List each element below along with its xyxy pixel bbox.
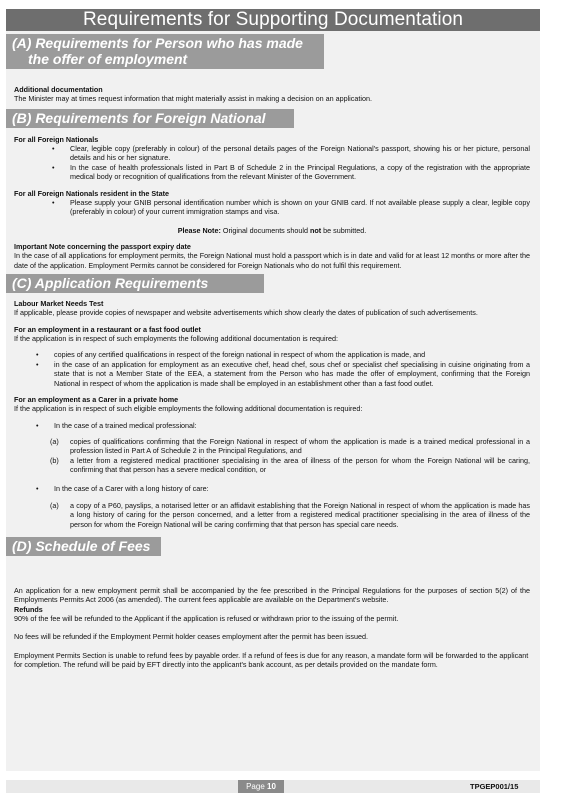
carer-medical-bullet xyxy=(14,421,530,430)
passport-expiry-text: In the case of all applications for employment permits, the Foreign National must hold a passport which is in date and valid for at least 12 months or more after the date of the application. Employment Permits cannot be considered for Foreign Nationals who do not fulfil this requirement. xyxy=(14,251,530,270)
carer-medical-items xyxy=(14,437,530,474)
item-marker: (a) xyxy=(50,500,59,510)
item-text: a copy of a P60, payslips, a notarised letter or an affidavit establishing that the Foreign National in respect of whom the application is made has a long history of caring for the person concerned, and a letter from a registered medical practitioner specialising in the area of illness of the person for whom the Foreign National will be caring confirming that that person has special care needs. xyxy=(70,500,530,529)
labour-market-heading: Labour Market Needs Test xyxy=(14,299,104,309)
list-item: • in the case of an application for employment as an executive chef, head chef, sous chef or specialist chef specialising in cuisine originating from a state that is not a Member State of the EEA, a statement from the Person who has made the offer of employment, confirming that the Foreign National in respect of whom the application is made shall be employed in an establishment other than a fast food outlet. xyxy=(14,360,530,388)
restaurant-heading: For an employment in a restaurant or a fast food outlet xyxy=(14,324,201,334)
list-item xyxy=(14,437,530,456)
section-a-heading xyxy=(6,34,324,69)
list-item: • Please supply your GNIB personal identification number which is shown on your GNIB card. If not available please supply a clear, legible copy (preferably in colour) of your current immigration stamps and visa. xyxy=(14,198,530,217)
all-foreign-nationals-heading: For all Foreign Nationals xyxy=(14,134,99,144)
section-b-heading: (B) Requirements for Foreign National xyxy=(6,109,294,128)
list-item: • In the case of a Carer with a long history of care: xyxy=(14,484,530,493)
list-item: • copies of any certified qualifications in respect of the foreign national in respect of whom the application is made, and xyxy=(14,350,530,359)
section-a-heading-line2: the offer of employment xyxy=(28,51,188,67)
carer-text: If the application is in respect of such eligible employments the following additional documentation is required: xyxy=(14,404,363,414)
page-number: 10 xyxy=(267,782,276,791)
restaurant-text: If the application is in respect of such employments the following additional documentation is required: xyxy=(14,334,339,344)
carer-history-items xyxy=(14,501,530,529)
all-foreign-nationals-list xyxy=(14,144,530,181)
item-marker: (a) xyxy=(50,436,59,446)
refund-method-text: Employment Permits Section is unable to refund fees by payable order. If a refund of fees is due for any reason, a mandate form will be forwarded to the applicant for completion. The refund will be paid by EFT directly into the applicant's bank account, as per details provided on the mandate form. xyxy=(14,650,529,670)
carer-heading: For an employment as a Carer in a private home xyxy=(14,394,179,404)
carer-history-bullet xyxy=(14,484,530,493)
page-footer xyxy=(6,780,540,793)
resident-foreign-nationals-list xyxy=(14,198,530,217)
section-a-body xyxy=(6,85,540,104)
document-page xyxy=(6,9,540,771)
list-item xyxy=(14,501,530,529)
note-prefix: Please Note: xyxy=(177,225,221,235)
note-mid: Original documents should xyxy=(220,225,310,235)
section-c-body xyxy=(6,299,540,529)
section-d-body xyxy=(6,586,540,670)
no-refund-text: No fees will be refunded if the Employment Permit holder ceases employment after the permit has been issued. xyxy=(14,632,368,642)
section-d-heading: (D) Schedule of Fees xyxy=(6,537,161,556)
note-bold: not xyxy=(309,225,322,235)
form-code: TPGEP001/15 xyxy=(470,782,519,791)
list-item: • In the case of health professionals listed in Part B of Schedule 2 in the Principal Regulations, a copy of the registration with the appropriate medical body or recognition of qualifications from the relevant Minister of the Government. xyxy=(14,163,530,182)
page-title: Requirements for Supporting Documentation xyxy=(6,9,540,31)
section-a-heading-line1: (A) Requirements for Person who has made xyxy=(12,35,303,51)
resident-foreign-nationals-heading: For all Foreign Nationals resident in the State xyxy=(14,188,169,198)
item-text: a letter from a registered medical practitioner specialising in the area of illness of the person for whom the Foreign National will be caring, confirming that that person has a severe medical condition, or xyxy=(70,455,530,475)
section-c-heading: (C) Application Requirements xyxy=(6,274,264,293)
item-text: copies of qualifications confirming that the Foreign National in respect of whom the application is made is a trained medical professional in a profession listed in Part A of Schedule 2 in the Principal Regulations, and xyxy=(70,436,530,456)
page-number-box xyxy=(238,780,284,793)
original-documents-note xyxy=(14,226,530,235)
additional-documentation-heading: Additional documentation xyxy=(14,85,103,94)
list-item: • In the case of a trained medical professional: xyxy=(14,421,530,430)
fees-text: An application for a new employment permit shall be accompanied by the fee prescribed in the Principal Regulations for the purposes of section 5(2) of the Employments Permits Act 2006 (as amended). The current fees applicable are available on the Department's website. xyxy=(14,585,530,605)
page-label: Page xyxy=(246,782,265,791)
section-b-body xyxy=(6,135,540,270)
additional-documentation-text: The Minister may at times request information that might materially assist in making a decision on an application. xyxy=(14,94,372,104)
refunds-heading: Refunds xyxy=(14,604,43,614)
refunds-text: 90% of the fee will be refunded to the Applicant if the application is refused or withdrawn prior to the issuing of the permit. xyxy=(14,613,399,623)
list-item: • Clear, legible copy (preferably in colour) of the personal details pages of the Foreign National's passport, showing his or her picture, personal details and his or her signature. xyxy=(14,144,530,163)
list-item xyxy=(14,456,530,475)
restaurant-list xyxy=(14,350,530,387)
note-suffix: be submitted. xyxy=(321,225,367,235)
item-marker: (b) xyxy=(50,455,59,465)
labour-market-text: If applicable, please provide copies of newspaper and website advertisements which show clearly the dates of publication of such advertisements. xyxy=(14,308,478,318)
passport-expiry-heading: Important Note concerning the passport expiry date xyxy=(14,241,191,251)
